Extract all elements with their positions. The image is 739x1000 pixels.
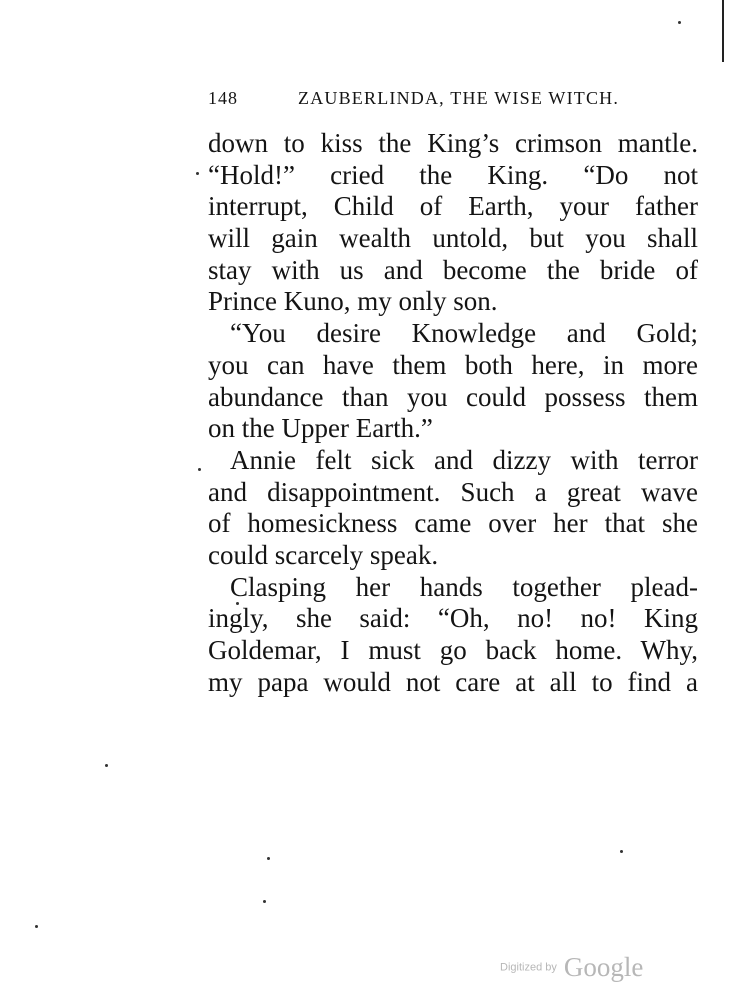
watermark-brand: Google: [563, 952, 644, 982]
text-line: stay with us and become the bride of: [208, 254, 698, 285]
digitization-watermark: [500, 952, 643, 980]
text-line: down to kiss the King’s crimson mantle.: [208, 128, 698, 158]
text-line: abundance than you could possess them: [208, 381, 698, 412]
text-line: could scarcely speak.: [208, 539, 439, 570]
text-line: will gain wealth untold, but you shall: [208, 223, 698, 254]
text-line: Clasping her hands together plead-: [230, 571, 698, 602]
speck: [678, 21, 681, 24]
speck: [267, 857, 270, 860]
speck: [198, 468, 201, 471]
text-line: my papa would not care at all to find a: [208, 666, 698, 697]
text-line: on the Upper Earth.”: [208, 413, 433, 444]
text-line: “Hold!” cried the King. “Do not: [208, 159, 698, 190]
speck: [263, 900, 266, 903]
page-header: [208, 88, 698, 112]
page-edge-mark: [722, 0, 724, 62]
text-line: interrupt, Child of Earth, your father: [208, 191, 698, 222]
speck: [620, 850, 623, 853]
speck: [196, 172, 199, 175]
text-line: Annie felt sick and dizzy with terror: [230, 444, 698, 475]
speck: [35, 925, 38, 928]
text-line: and disappointment. Such a great wave: [208, 476, 698, 507]
text-line: Prince Kuno, my only son.: [208, 286, 498, 317]
text-line: ingly, she said: “Oh, no! no! King: [208, 603, 698, 634]
text-line: “You desire Knowledge and Gold;: [230, 318, 698, 349]
page-number: 148: [208, 88, 238, 108]
body-text: [208, 128, 698, 698]
text-line: Goldemar, I must go back home. Why,: [208, 635, 698, 665]
watermark-prefix: Digitized by: [500, 961, 557, 974]
running-head: ZAUBERLINDA, THE WISE WITCH.: [298, 88, 620, 108]
text-line: you can have them both here, in more: [208, 349, 698, 380]
text-line: of homesickness came over her that she: [208, 508, 698, 539]
speck: [105, 764, 108, 767]
